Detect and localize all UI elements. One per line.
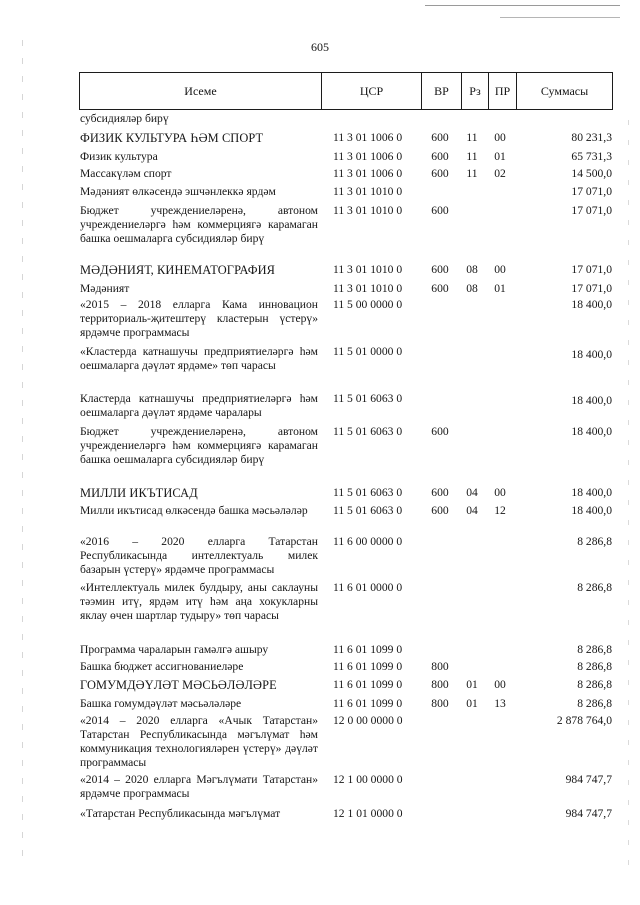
row-vr: 600 <box>431 425 449 438</box>
column-header-rz: Рз <box>462 73 489 109</box>
row-rz: 08 <box>466 282 478 295</box>
row-pr: 13 <box>494 697 506 710</box>
row-rz: 01 <box>466 678 478 691</box>
row-sum: 8 286,8 <box>577 643 612 656</box>
row-name: «Интеллектуаль милек булдыру, аны саклауны тәэмин итү, ярдәм итү һәм аңа хокукларны яклау өчен шартлар тудыру» төп чарасы <box>80 581 318 622</box>
row-sum: 18 400,0 <box>571 504 612 517</box>
row-pr: 02 <box>494 167 506 180</box>
row-csr: 12 1 01 0000 0 <box>333 807 403 820</box>
column-header-csr: ЦСР <box>322 73 422 109</box>
row-pr: 00 <box>494 678 506 691</box>
row-sum: 80 231,3 <box>571 131 612 144</box>
row-csr: 11 6 00 0000 0 <box>333 535 403 548</box>
row-rz: 04 <box>466 504 478 517</box>
row-rz: 04 <box>466 486 478 499</box>
column-header-sum: Суммасы <box>540 83 589 98</box>
row-vr: 600 <box>431 150 449 163</box>
row-sum: 17 071,0 <box>571 263 612 276</box>
row-csr: 11 6 01 0000 0 <box>333 581 403 594</box>
page-number: 605 <box>311 40 329 54</box>
row-vr: 600 <box>431 486 449 499</box>
row-name: Башка бюджет ассигнованиеләре <box>80 660 244 673</box>
row-pr: 00 <box>494 263 506 276</box>
row-sum: 8 286,8 <box>577 535 612 548</box>
row-name: ФИЗИК КУЛЬТУРА ҺӘМ СПОРТ <box>80 131 264 145</box>
row-name: «2015 – 2018 елларга Кама инновацион территориаль-җитештерү кластерын үстерү» ярдәмче программасы <box>80 298 318 339</box>
row-sum: 18 400,0 <box>571 348 612 361</box>
row-pr: 00 <box>494 486 506 499</box>
row-sum: 17 071,0 <box>571 185 612 198</box>
row-vr: 600 <box>431 282 449 295</box>
row-sum: 8 286,8 <box>577 697 612 710</box>
row-sum: 984 747,7 <box>565 807 612 820</box>
row-name: Физик культура <box>80 150 158 163</box>
row-csr: 11 5 00 0000 0 <box>333 298 403 311</box>
row-sum: 18 400,0 <box>571 394 612 407</box>
row-rz: 01 <box>466 697 478 710</box>
row-sum: 8 286,8 <box>577 678 612 691</box>
column-header-pr: ПР <box>489 73 517 109</box>
row-name: ГОМУМДӘҮЛӘТ МӘСЬӘЛӘЛӘРЕ <box>80 678 277 692</box>
row-sum: 14 500,0 <box>571 167 612 180</box>
row-csr: 11 5 01 6063 0 <box>333 486 403 499</box>
row-csr: 11 6 01 1099 0 <box>333 678 403 691</box>
row-csr: 11 5 01 6063 0 <box>333 504 403 517</box>
row-name: Массакүләм спорт <box>80 167 172 180</box>
row-vr: 600 <box>431 504 449 517</box>
row-name: МИЛЛИ ИКЪТИСАД <box>80 486 198 500</box>
row-csr: 11 3 01 1010 0 <box>333 263 403 276</box>
row-pr: 01 <box>494 282 506 295</box>
row-vr: 800 <box>431 678 449 691</box>
row-csr: 11 6 01 1099 0 <box>333 643 403 656</box>
row-name: МӘДӘНИЯТ, КИНЕМАТОГРАФИЯ <box>80 263 276 277</box>
row-name: Кластерда катнашучы предприятиеләргә һәм оешмаларга дәүләт ярдәме чаралары <box>80 392 318 419</box>
row-name: субсидияләр бирү <box>80 112 169 125</box>
row-name: Башка гомумдәүләт мәсьәләләре <box>80 697 242 710</box>
row-name: Милли икътисад өлкәсендә башка мәсьәләләр <box>80 504 308 517</box>
row-name: «2014 – 2020 елларга «Ачык Татарстан» Татарстан Республикасында мәгълүмат һәм коммуникация технологияләрен үстерү» дәүләт программасы <box>80 714 318 769</box>
row-vr: 800 <box>431 660 449 673</box>
row-vr: 600 <box>431 263 449 276</box>
row-sum: 18 400,0 <box>571 425 612 438</box>
row-csr: 11 3 01 1010 0 <box>333 282 403 295</box>
row-pr: 12 <box>494 504 506 517</box>
row-csr: 11 3 01 1006 0 <box>333 131 403 144</box>
row-csr: 11 3 01 1006 0 <box>333 167 403 180</box>
row-sum: 17 071,0 <box>571 204 612 217</box>
row-sum: 2 878 764,0 <box>556 714 612 727</box>
row-name: «Татарстан Республикасында мәгълүмат <box>80 807 281 820</box>
row-rz: 11 <box>466 131 478 144</box>
row-vr: 600 <box>431 131 449 144</box>
row-sum: 984 747,7 <box>565 773 612 786</box>
row-csr: 12 0 00 0000 0 <box>333 714 403 727</box>
row-name: «Кластерда катнашучы предприятиеләргә һәм оешмаларга дәүләт ярдәме» төп чарасы <box>80 345 318 372</box>
row-csr: 11 3 01 1006 0 <box>333 150 403 163</box>
row-csr: 11 5 01 0000 0 <box>333 345 403 358</box>
row-sum: 18 400,0 <box>571 298 612 311</box>
row-sum: 65 731,3 <box>571 150 612 163</box>
row-name: Бюджет учреждениеләренә, автоном учреждениеләргә һәм коммерциягә карамаган башка оешмаларга субсидияләр бирү <box>80 425 318 466</box>
row-csr: 11 5 01 6063 0 <box>333 425 403 438</box>
row-csr: 11 5 01 6063 0 <box>333 392 403 405</box>
row-csr: 11 6 01 1099 0 <box>333 697 403 710</box>
row-name: «2014 – 2020 елларга Мәгълүмати Татарстан» ярдәмче программасы <box>80 773 318 800</box>
column-header-name: Исеме <box>80 73 322 109</box>
row-name: Мәдәният <box>80 282 130 295</box>
row-sum: 17 071,0 <box>571 282 612 295</box>
row-pr: 01 <box>494 150 506 163</box>
row-vr: 600 <box>431 167 449 180</box>
row-vr: 800 <box>431 697 449 710</box>
row-csr: 11 6 01 1099 0 <box>333 660 403 673</box>
row-csr: 11 3 01 1010 0 <box>333 204 403 217</box>
row-name: Программа чараларын гамәлгә ашыру <box>80 643 269 656</box>
row-name: Мәдәният өлкәсендә эшчәнлеккә ярдәм <box>80 185 276 198</box>
row-sum: 18 400,0 <box>571 486 612 499</box>
row-vr: 600 <box>431 204 449 217</box>
row-rz: 08 <box>466 263 478 276</box>
row-csr: 12 1 00 0000 0 <box>333 773 403 786</box>
row-name: «2016 – 2020 елларга Татарстан Республикасында интеллектуаль милек базарын үстерү» ярдәмче программасы <box>80 535 318 576</box>
row-sum: 8 286,8 <box>577 660 612 673</box>
row-csr: 11 3 01 1010 0 <box>333 185 403 198</box>
row-rz: 11 <box>466 150 478 163</box>
row-sum: 8 286,8 <box>577 581 612 594</box>
column-header-vr: ВР <box>422 73 462 109</box>
row-pr: 00 <box>494 131 506 144</box>
row-name: Бюджет учреждениеләренә, автоном учреждениеләргә һәм коммерциягә карамаган башка оешмаларга субсидияләр бирү <box>80 204 318 245</box>
row-rz: 11 <box>466 167 478 180</box>
